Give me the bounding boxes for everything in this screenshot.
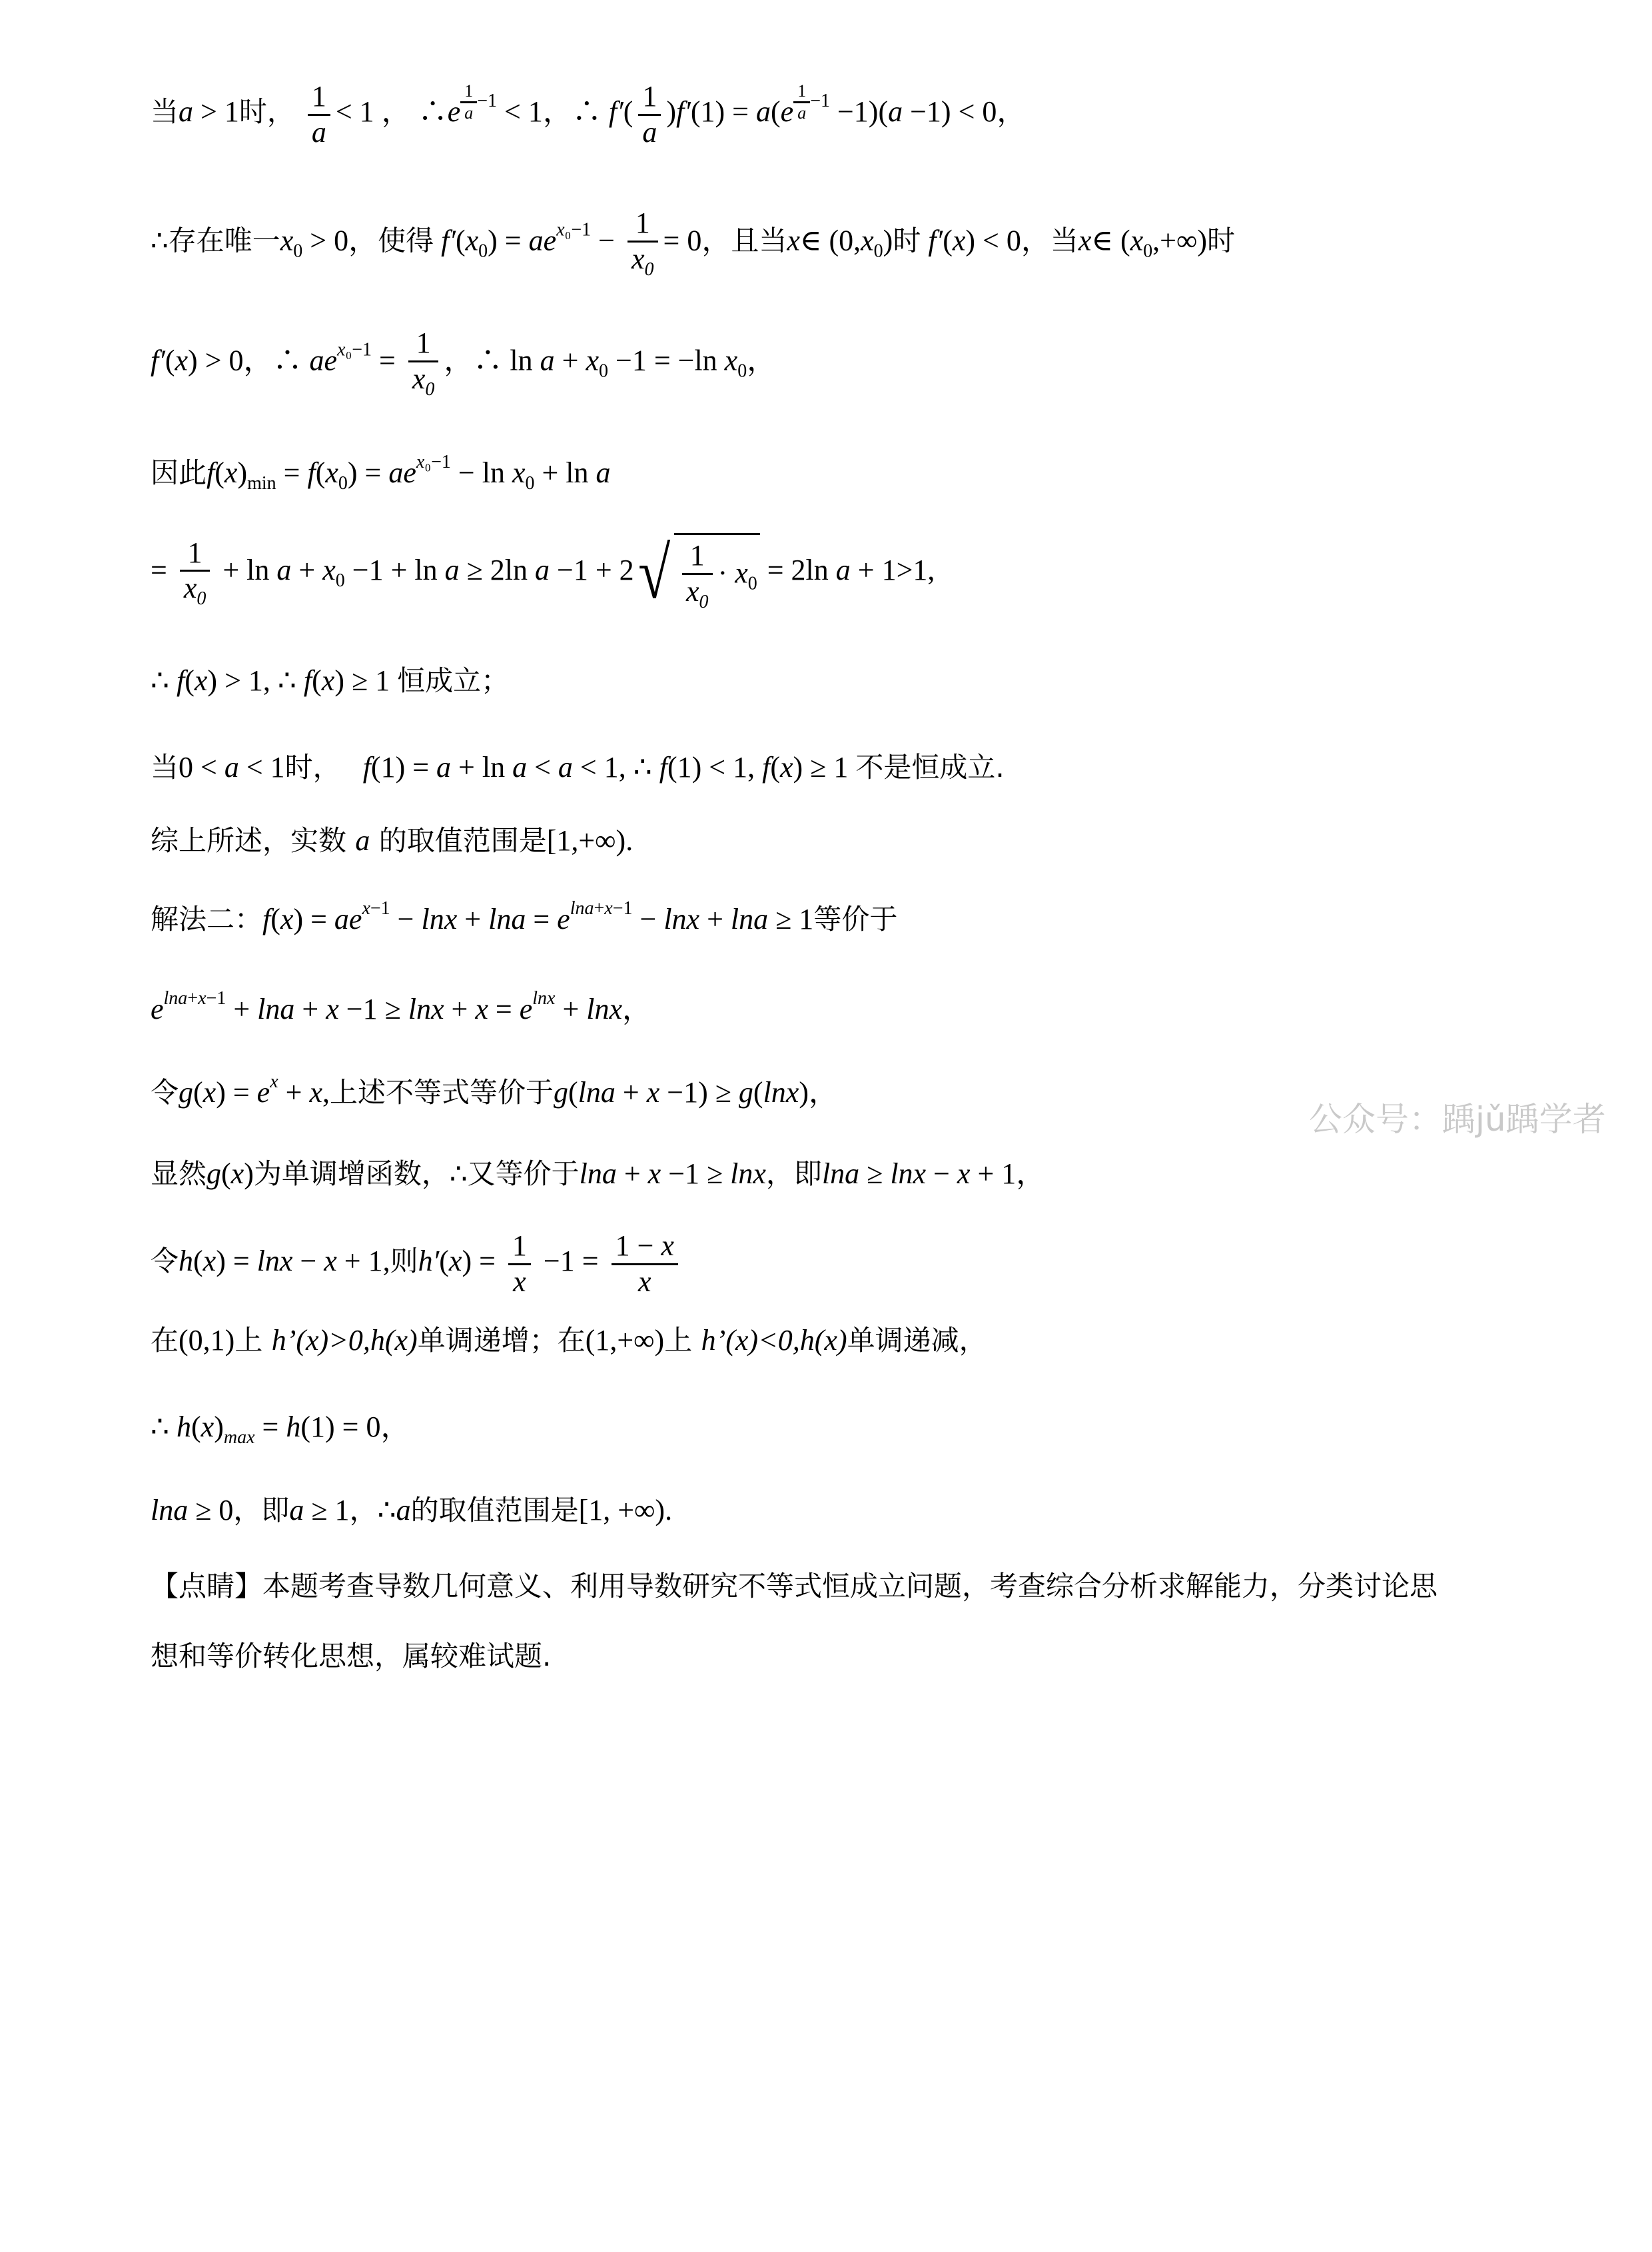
line-16: lna ≥ 0，即a ≥ 1，∴a的取值范围是[1, +∞). <box>151 1494 673 1526</box>
line-5: = $\frac{1}{x_0}$ + $\ln a + x_0 -1 + \ln a \ge 2\ln$ a −1 + 2√ $\frac{1}{x_0}$ · $x_0 = 2\ln$ a + 1>1, <box>151 532 935 614</box>
line-11: 令$g(x) = e^x + x$,上述不等式等价于g(lna + x −1) ≥ g(lnx)， <box>151 1071 838 1109</box>
line-9: 解法二：$f(x) = ae^{x-1} - \ln x + \ln a = e^{lna+x-1} - \ln x + \ln a \ge 1$等价于 <box>151 898 898 935</box>
line-8: 综上所述，实数 a 的取值范围是[1,+∞). <box>151 824 633 857</box>
line-14: 在(0,1)上 h’(x)>0,h(x)单调递增；在(1,+∞)上 h’(x)<0,h(x)单调递减， <box>151 1324 987 1357</box>
line-18: 想和等价转化思想，属较难试题. <box>151 1640 552 1672</box>
line-2: ∴存在唯一$x_0 > 0$，使得 $f'(x_0) = ae^{x_0-1}$ − $\frac{1}{x_0}$ = 0，且当x∈ $(0,x_0)$时 f′(x) < 0，当x∈ $(x_0,+\infty)$时 <box>151 207 1236 280</box>
line-10: $e^{lna+x-1} + \ln a + x -1 \ge \ln x + x = e^{lnx} + \ln x$， <box>151 988 652 1025</box>
line-12: 显然g(x)为单调增函数，∴又等价于lna + x −1 ≥ lnx，即lna ≥ lnx − x + 1， <box>151 1157 1046 1190</box>
line-7: 当0 < a < 1时， f(1) = a + ln a < a < 1, ∴ f(1) < 1, f(x) ≥ 1 不是恒成立. <box>151 751 1005 784</box>
watermark: 公众号：踽jǔ踽学者 <box>1309 1100 1606 1139</box>
line-15: ∴ $h(x)_{max} = h(1) = 0$， <box>151 1410 410 1448</box>
line-17: 【点睛】本题考查导数几何意义、利用导数研究不等式恒成立问题，考查综合分析求解能力，分类讨论思 <box>151 1570 1438 1602</box>
line-4: 因此$f(x)_{min} = f(x_0) = ae^{x_0-1} - \ln x_0 + \ln a$ <box>151 452 611 494</box>
line-3: f′(x) > 0，∴ $ae^{x_0-1}$ = $\frac{1}{x_0}$ ，∴ $\ln a + x_0 -1 = -\ln$ $x_0$， <box>151 326 777 400</box>
line-1: 当a > 1时， $\frac{1}{a}$ < 1 ， ∴e $^{\frac{1}{a} -1}$ < 1，∴ f′( $\frac{1}{a}$ )f′(1) = a(e $^{\frac{1}{a} -1}$ −1)(a −1) < 0， <box>151 80 1027 149</box>
line-13: 令h(x) = lnx − x + 1,则h′(x) = $\frac{1}{x}$ −1 = $\frac{1 - x}{x}$ <box>151 1229 683 1299</box>
line-6: ∴ f(x) > 1, ∴ f(x) ≥ 1 恒成立； <box>151 664 510 697</box>
